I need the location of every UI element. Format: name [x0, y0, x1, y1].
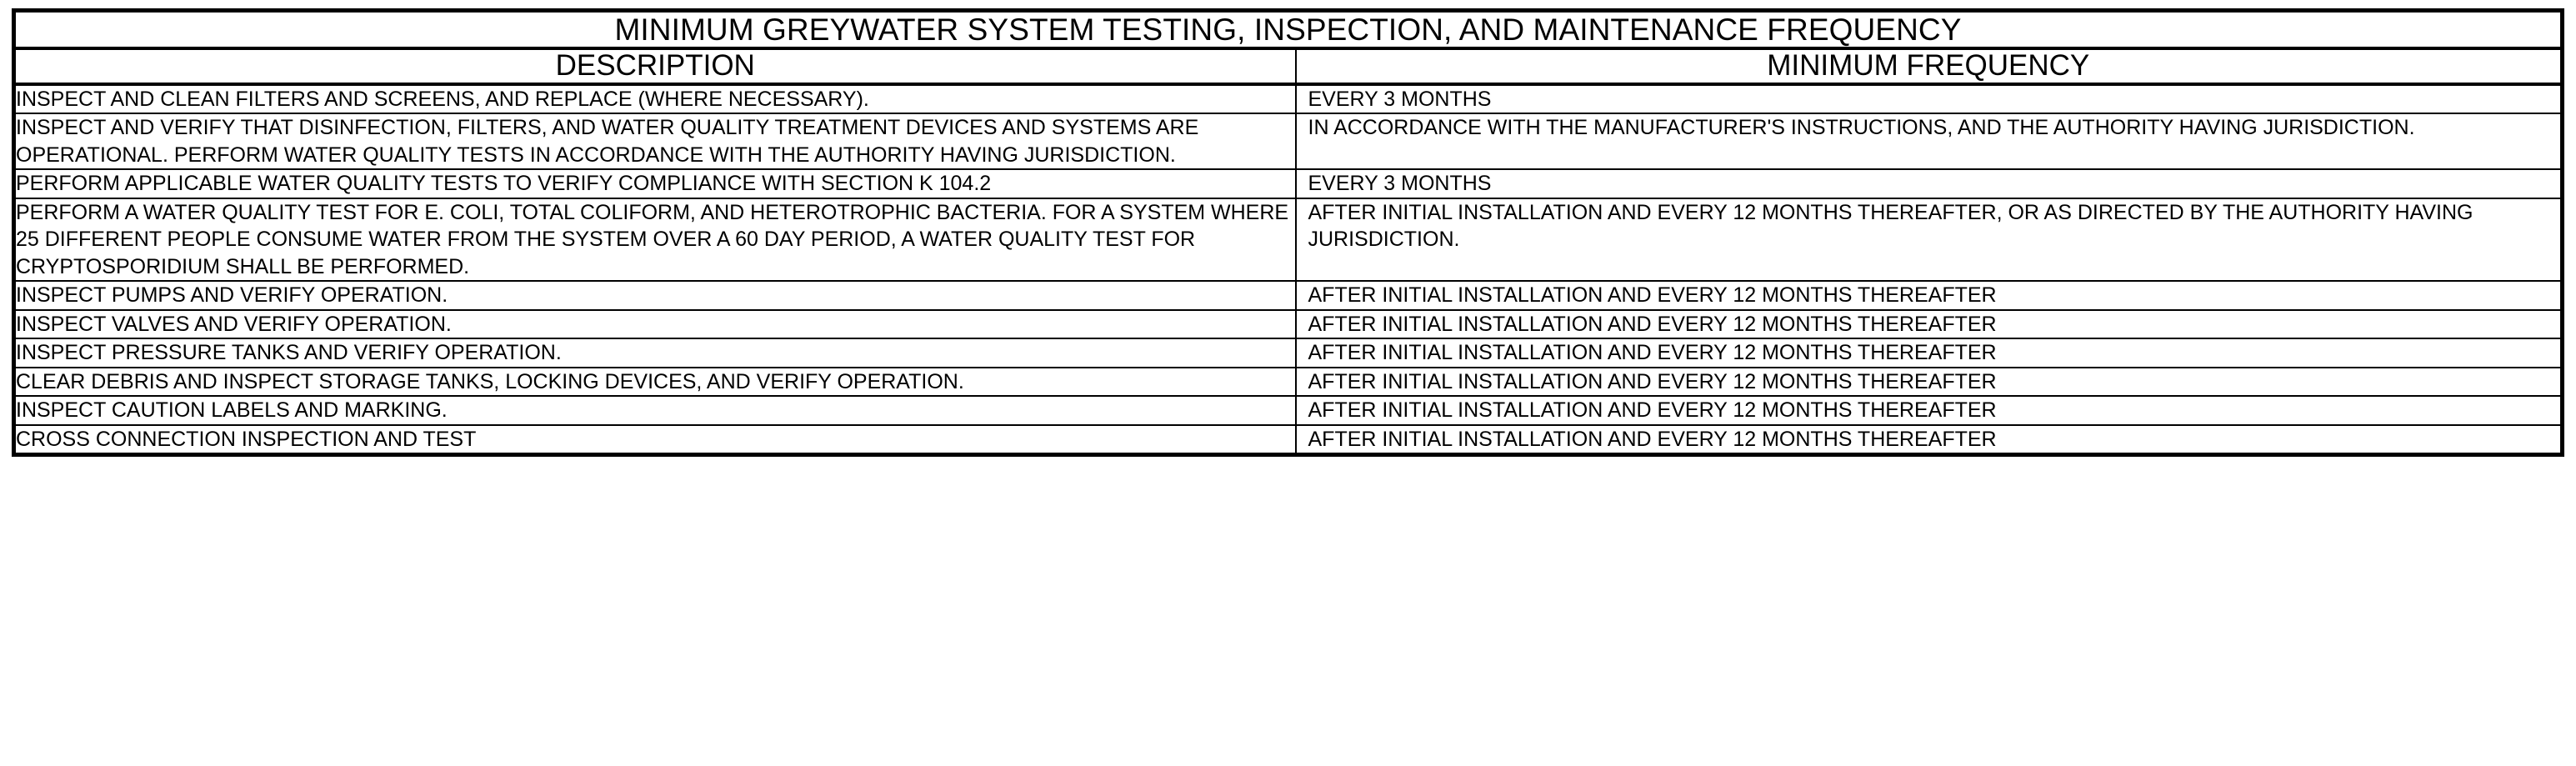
row-frequency: [1296, 281, 2563, 310]
row-frequency-text: EVERY 3 MONTHS: [1308, 87, 1492, 111]
row-description: [14, 368, 1296, 397]
table-row: [14, 396, 2563, 425]
row-description-text: INSPECT AND CLEAN FILTERS AND SCREENS, AND REPLACE (WHERE NECESSARY).: [16, 87, 869, 111]
table-header-row: [14, 48, 2563, 84]
row-description: [14, 425, 1296, 455]
row-frequency: [1296, 169, 2563, 198]
row-description: [14, 169, 1296, 198]
row-frequency-text: AFTER INITIAL INSTALLATION AND EVERY 12 MONTHS THEREAFTER: [1308, 312, 1997, 336]
row-description: [14, 396, 1296, 425]
row-description-text: INSPECT PRESSURE TANKS AND VERIFY OPERATION.: [16, 341, 562, 365]
table-row: [14, 113, 2563, 169]
row-frequency-text: IN ACCORDANCE WITH THE MANUFACTURER'S INSTRUCTIONS, AND THE AUTHORITY HAVING JURISDICTION.: [1308, 116, 2415, 140]
row-frequency: [1296, 198, 2563, 282]
row-description: [14, 84, 1296, 114]
row-frequency: [1296, 368, 2563, 397]
row-frequency-text: AFTER INITIAL INSTALLATION AND EVERY 12 MONTHS THEREAFTER: [1308, 369, 1997, 393]
row-frequency: [1296, 310, 2563, 339]
table-row: [14, 425, 2563, 455]
row-description: [14, 113, 1296, 169]
row-description: [14, 310, 1296, 339]
row-frequency: [1296, 425, 2563, 455]
row-description-text: INSPECT AND VERIFY THAT DISINFECTION, FILTERS, AND WATER QUALITY TREATMENT DEVICES AND SYSTEMS ARE OPERATIONAL. PERFORM WATER QUALITY TESTS IN ACCORDANCE WITH THE AUTHORITY HAVING JURISDICTION.: [16, 116, 1199, 167]
row-description: [14, 338, 1296, 368]
row-frequency-text: AFTER INITIAL INSTALLATION AND EVERY 12 MONTHS THEREAFTER: [1308, 341, 1997, 365]
row-description-text: INSPECT CAUTION LABELS AND MARKING.: [16, 398, 448, 423]
table-row: [14, 84, 2563, 114]
greywater-maintenance-table: [12, 8, 2564, 457]
table-title: MINIMUM GREYWATER SYSTEM TESTING, INSPECTION, AND MAINTENANCE FREQUENCY: [14, 11, 2563, 49]
row-frequency-text: AFTER INITIAL INSTALLATION AND EVERY 12 MONTHS THEREAFTER: [1308, 427, 1997, 451]
row-frequency-text: AFTER INITIAL INSTALLATION AND EVERY 12 MONTHS THEREAFTER, OR AS DIRECTED BY THE AUTHORITY HAVING JURISDICTION.: [1308, 200, 2473, 252]
row-frequency: [1296, 113, 2563, 169]
table-row: [14, 169, 2563, 198]
row-frequency: [1296, 338, 2563, 368]
row-frequency: [1296, 396, 2563, 425]
table-row: [14, 198, 2563, 282]
row-description-text: CROSS CONNECTION INSPECTION AND TEST: [16, 427, 477, 451]
table-row: [14, 368, 2563, 397]
column-header-description: DESCRIPTION: [14, 48, 1296, 84]
row-description-text: INSPECT PUMPS AND VERIFY OPERATION.: [16, 283, 448, 308]
row-description-text: PERFORM A WATER QUALITY TEST FOR E. COLI, TOTAL COLIFORM, AND HETEROTROPHIC BACTERIA. FOR A SYSTEM WHERE 25 DIFFERENT PEOPLE CONSUME WATER FROM THE SYSTEM OVER A 60 DAY PERIOD, A WATER QUALITY TEST FOR CRYPTOSPORIDIUM SHALL BE PERFORMED.: [16, 200, 1289, 278]
row-description-text: CLEAR DEBRIS AND INSPECT STORAGE TANKS, LOCKING DEVICES, AND VERIFY OPERATION.: [16, 369, 964, 393]
table-row: [14, 338, 2563, 368]
row-description-text: INSPECT VALVES AND VERIFY OPERATION.: [16, 312, 452, 336]
row-frequency: [1296, 84, 2563, 114]
row-frequency-text: EVERY 3 MONTHS: [1308, 172, 1492, 196]
table-title-row: [14, 11, 2563, 49]
table-row: [14, 310, 2563, 339]
row-description: [14, 281, 1296, 310]
column-header-minimum-frequency: MINIMUM FREQUENCY: [1296, 48, 2563, 84]
row-description-text: PERFORM APPLICABLE WATER QUALITY TESTS TO VERIFY COMPLIANCE WITH SECTION K 104.2: [16, 172, 992, 196]
row-frequency-text: AFTER INITIAL INSTALLATION AND EVERY 12 MONTHS THEREAFTER: [1308, 398, 1997, 423]
table-row: [14, 281, 2563, 310]
row-frequency-text: AFTER INITIAL INSTALLATION AND EVERY 12 MONTHS THEREAFTER: [1308, 283, 1997, 308]
row-description: [14, 198, 1296, 282]
